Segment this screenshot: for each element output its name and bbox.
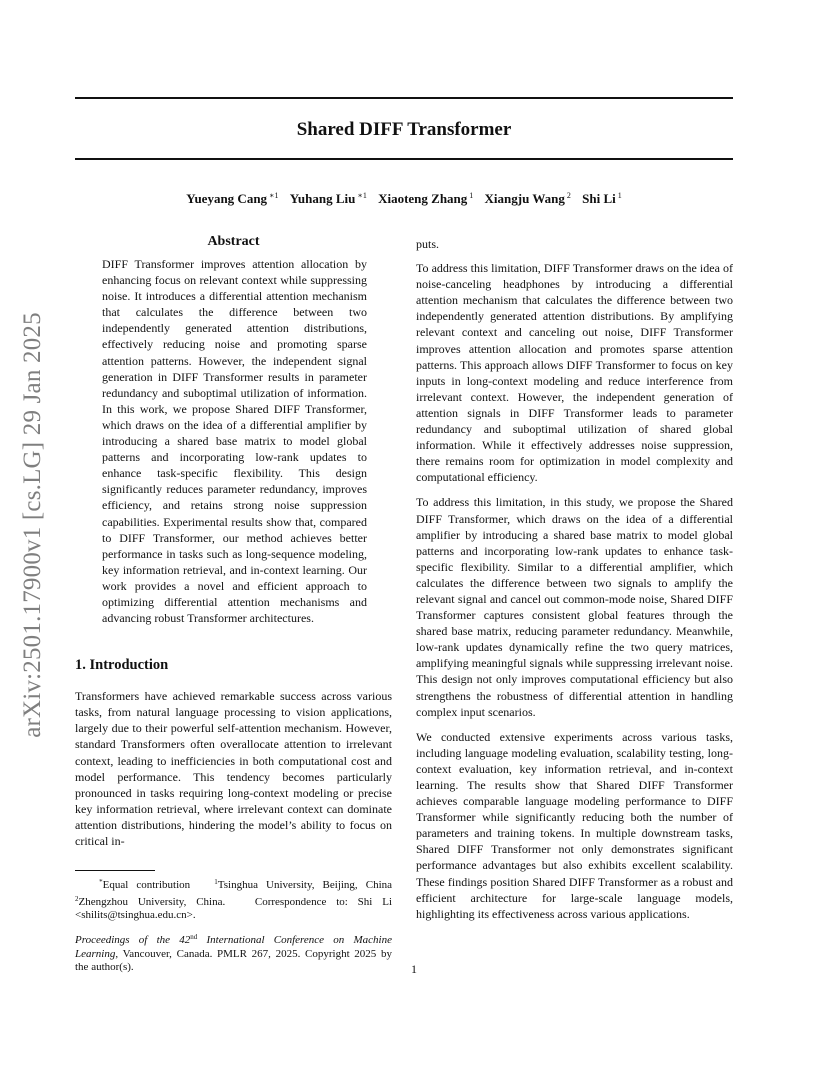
proceedings-ordinal: nd: [190, 933, 198, 941]
author: [290, 191, 367, 206]
author-affiliation-mark: ∗1: [357, 191, 367, 200]
title-bottom-rule: [75, 158, 733, 160]
footnote-affiliations: [75, 876, 392, 923]
footnote-mark: *: [99, 878, 103, 886]
arxiv-side-stamp: [8, 290, 58, 760]
intro-paragraph: To address this limitation, DIFF Transformer draws on the idea of noise-canceling headphones by introducing a differential attention mechanism that calculates the difference between two independently generated attention distributions. By amplifying relevant context and canceling out noise, DIFF Transformer improves attention allocation and promotes sparse attention patterns. This approach allows DIFF Transformer to focus on key inputs in long-context modeling and reduce interference from irrelevant context. However, the independent generation of attention signals in DIFF Transformer leads to parameter redundancy and suboptimal utilization of shared global information. While it effectively addresses noise suppression, there remains room for optimization in model complexity and computational efficiency.: [416, 261, 733, 485]
left-column: [75, 232, 392, 849]
author-affiliation-mark: 2: [566, 191, 571, 200]
footnote-separator: [75, 870, 155, 871]
intro-paragraph: We conducted extensive experiments across various tasks, including language modeling evaluation, scalability testing, long-context evaluation, key information retrieval, and in-context learning. The results show that Shared DIFF Transformer achieves comparable language modeling performance to DIFF Transformer while significantly reducing both the number of parameters and training tokens. In multiple downstream tasks, Shared DIFF Transformer not only demonstrates significant performance advantages but also exhibits excellent scalability. These findings position Shared DIFF Transformer as a robust and efficient architecture for large-scale language models, highlighting its effectiveness across various applications.: [416, 729, 733, 921]
paper-title: Shared DIFF Transformer: [296, 119, 512, 140]
intro-paragraph-continuation: puts.: [416, 237, 440, 251]
abstract-heading: Abstract: [207, 234, 260, 249]
conference-name: International Conference on Machine Learning: [75, 934, 392, 960]
footnote-mark: 2: [75, 894, 79, 903]
section-heading-introduction: 1. Introduction: [75, 657, 169, 674]
affiliation-1: Tsinghua University, Beijing, China: [217, 879, 393, 891]
author-affiliation-mark: ∗1: [269, 191, 279, 200]
title-top-rule: [75, 97, 733, 99]
equal-contribution-note: Equal contribution: [102, 879, 191, 891]
abstract-text: DIFF Transformer improves attention allocation by enhancing focus on relevant context while suppressing noise. It introduces a differential attention mechanism that calculates the difference between two independently generated attention distributions, effectively reducing noise and promoting sparse attention patterns. However, the independent signal generation in DIFF Transformer results in parameter redundancy and suboptimal utilization of information. In this work, we propose Shared DIFF Transformer, which draws on the idea of a differential amplifier by introducing a shared base matrix to model global patterns and incorporating low-rank updates to enhance task-specific flexibility. This design significantly reduces parameter redundancy, improves efficiency, and retains strong noise suppression capabilities. Experimental results show that, compared to DIFF Transformer, our method achieves better performance in tasks such as long-sequence modeling, key information retrieval, and in-context learning. Our work provides a novel and efficient approach to optimizing differential attention mechanisms and advancing robust Transformer architectures.: [102, 257, 367, 626]
correspondence-note: Correspondence to: Shi Li <shilits@tsinghua.edu.cn>.: [75, 895, 393, 922]
author-name: Yuhang Liu: [289, 191, 356, 206]
author-affiliation-mark: 1: [469, 191, 474, 200]
author-list: [75, 187, 733, 208]
author-affiliation-mark: 1: [617, 191, 622, 200]
author: [582, 191, 622, 206]
proceedings-details: , Vancouver, Canada. PMLR 267, 2025. Copyright 2025 by the author(s).: [75, 947, 392, 974]
right-column: [416, 236, 733, 931]
author-name: Yueyang Cang: [186, 191, 268, 206]
affiliation-2: Zhengzhou University, China.: [78, 895, 226, 908]
author: [485, 191, 571, 206]
author: [378, 191, 473, 206]
author-name: Xiaoteng Zhang: [378, 191, 468, 206]
intro-paragraph: Transformers have achieved remarkable success across various tasks, from natural language processing to vision applications, largely due to their powerful self-attention mechanism. However, standard Transformers often overallocate attention to irrelevant context, leading to inefficiencies in both computational cost and model performance. This tendency becomes particularly pronounced in tasks requiring long-context modeling or precise key information retrieval, where irrelevant context can dominate attention distributions, hindering the model’s ability to focus on critical in-: [75, 689, 392, 848]
footnote-mark: 1: [214, 878, 218, 886]
author: [186, 191, 278, 206]
author-name: Xiangju Wang: [484, 191, 565, 206]
page-number: 1: [411, 962, 417, 976]
proceedings-prefix: Proceedings of the 42: [75, 934, 191, 946]
author-name: Shi Li: [582, 191, 616, 206]
intro-paragraph: To address this limitation, in this study, we propose the Shared DIFF Transformer, which draws on the idea of a differential amplifier by introducing a shared base matrix to model global patterns and incorporating low-rank updates to enhance task-specific flexibility. Similar to a differential amplifier, which calculates the difference between two signals to amplify the relevant signal and cancel out common-mode noise, Shared DIFF Transformer captures consistent global features through the shared base matrix, reducing parameter redundancy. Meanwhile, low-rank updates dynamically refine the two query matrices, amplifying meaningful signals while suppressing irrelevant noise. This design not only improves computational efficiency but also strengthens the robustness of differential attention in handling complex input scenarios.: [416, 495, 733, 719]
arxiv-identifier: arXiv:2501.17900v1 [cs.LG] 29 Jan 2025: [19, 312, 46, 738]
